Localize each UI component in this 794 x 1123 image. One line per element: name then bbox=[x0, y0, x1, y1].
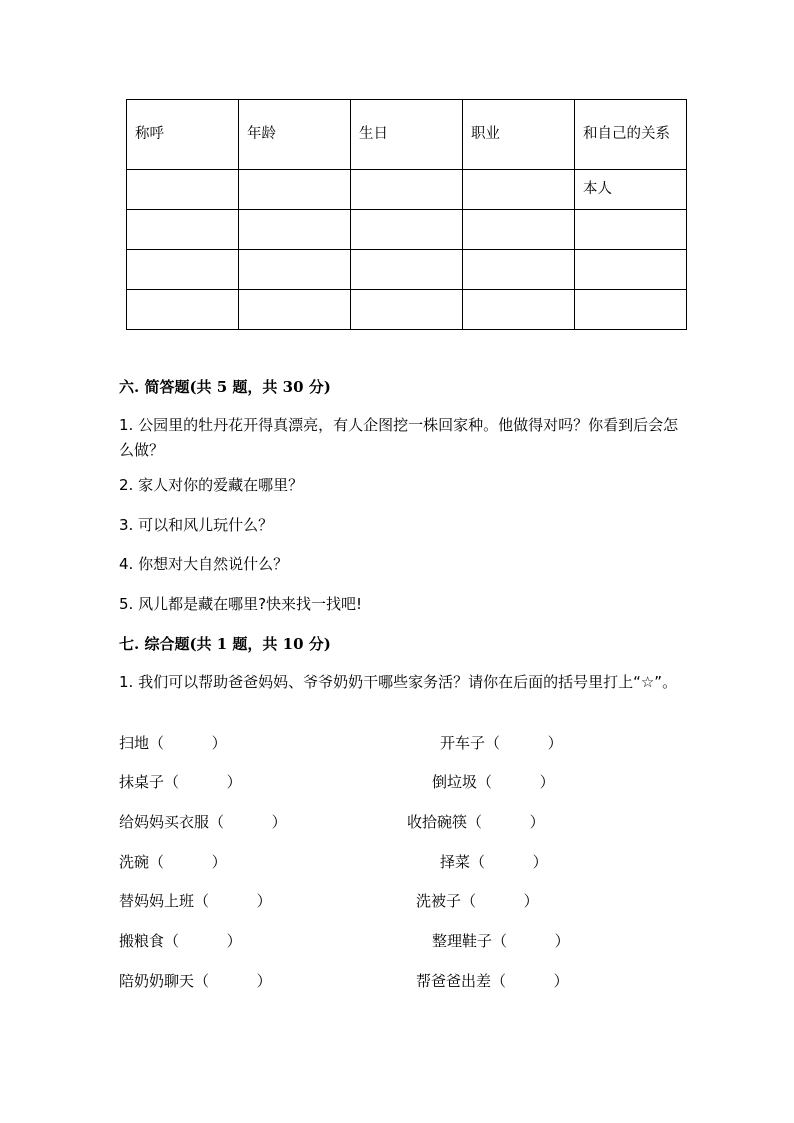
table-header-row bbox=[127, 100, 687, 170]
header-cell: 生日 bbox=[351, 100, 463, 170]
chore-item[interactable]: 收拾碗筷（ ） bbox=[407, 813, 545, 831]
table-cell[interactable] bbox=[463, 250, 575, 290]
table-cell[interactable] bbox=[351, 170, 463, 210]
header-cell: 职业 bbox=[463, 100, 575, 170]
question-6-5: 5. 风儿都是藏在哪里?快来找一找吧! bbox=[119, 595, 363, 613]
table-cell[interactable] bbox=[463, 290, 575, 330]
chore-item[interactable]: 洗碗（ ） bbox=[119, 853, 227, 871]
table-cell[interactable] bbox=[127, 210, 239, 250]
question-6-1: 1. 公园里的牡丹花开得真漂亮，有人企图挖一株回家种。他做得对吗？你看到后会怎么做？ bbox=[119, 416, 679, 459]
table-cell[interactable] bbox=[127, 170, 239, 210]
table-row bbox=[127, 170, 687, 210]
chore-item[interactable]: 倒垃圾（ ） bbox=[432, 773, 555, 791]
table-cell[interactable] bbox=[239, 250, 351, 290]
table-cell[interactable]: 本人 bbox=[575, 170, 687, 210]
chore-item[interactable]: 搬粮食（ ） bbox=[119, 932, 242, 950]
chore-item[interactable]: 给妈妈买衣服（ ） bbox=[119, 813, 287, 831]
question-7-1: 1. 我们可以帮助爸爸妈妈、爷爷奶奶干哪些家务活？请你在后面的括号里打上“☆”。 bbox=[119, 673, 678, 691]
question-6-3: 3. 可以和风儿玩什么？ bbox=[119, 516, 274, 534]
table-cell[interactable] bbox=[351, 210, 463, 250]
chore-item[interactable]: 整理鞋子（ ） bbox=[432, 932, 570, 950]
chore-item[interactable]: 扫地（ ） bbox=[119, 734, 227, 752]
header-cell: 和自己的关系 bbox=[575, 100, 687, 170]
family-info-table bbox=[126, 99, 687, 330]
section-7-title: 七. 综合题(共 1 题，共 10 分) bbox=[119, 635, 331, 653]
chore-item[interactable]: 陪奶奶聊天（ ） bbox=[119, 972, 272, 990]
table-row bbox=[127, 250, 687, 290]
chore-item[interactable]: 替妈妈上班（ ） bbox=[119, 892, 272, 910]
table-cell[interactable] bbox=[351, 290, 463, 330]
table-cell[interactable] bbox=[575, 210, 687, 250]
table-cell[interactable] bbox=[239, 170, 351, 210]
chore-item[interactable]: 择菜（ ） bbox=[440, 853, 548, 871]
table-cell[interactable] bbox=[463, 210, 575, 250]
table-cell[interactable] bbox=[351, 250, 463, 290]
table-cell[interactable] bbox=[127, 250, 239, 290]
table-row bbox=[127, 290, 687, 330]
table-row bbox=[127, 210, 687, 250]
table-cell[interactable] bbox=[239, 210, 351, 250]
table-cell[interactable] bbox=[463, 170, 575, 210]
chore-item[interactable]: 抹桌子（ ） bbox=[119, 773, 242, 791]
table-cell[interactable] bbox=[575, 250, 687, 290]
section-6-title: 六. 简答题(共 5 题，共 30 分) bbox=[119, 378, 331, 396]
question-6-4: 4. 你想对大自然说什么？ bbox=[119, 555, 289, 573]
table-cell[interactable] bbox=[575, 290, 687, 330]
table-cell[interactable] bbox=[127, 290, 239, 330]
chore-item[interactable]: 洗被子（ ） bbox=[416, 892, 539, 910]
header-cell: 年龄 bbox=[239, 100, 351, 170]
chore-item[interactable]: 开车子（ ） bbox=[440, 734, 563, 752]
question-6-2: 2. 家人对你的爱藏在哪里？ bbox=[119, 476, 304, 494]
table-cell[interactable] bbox=[239, 290, 351, 330]
chore-item[interactable]: 帮爸爸出差（ ） bbox=[416, 972, 569, 990]
header-cell: 称呼 bbox=[127, 100, 239, 170]
